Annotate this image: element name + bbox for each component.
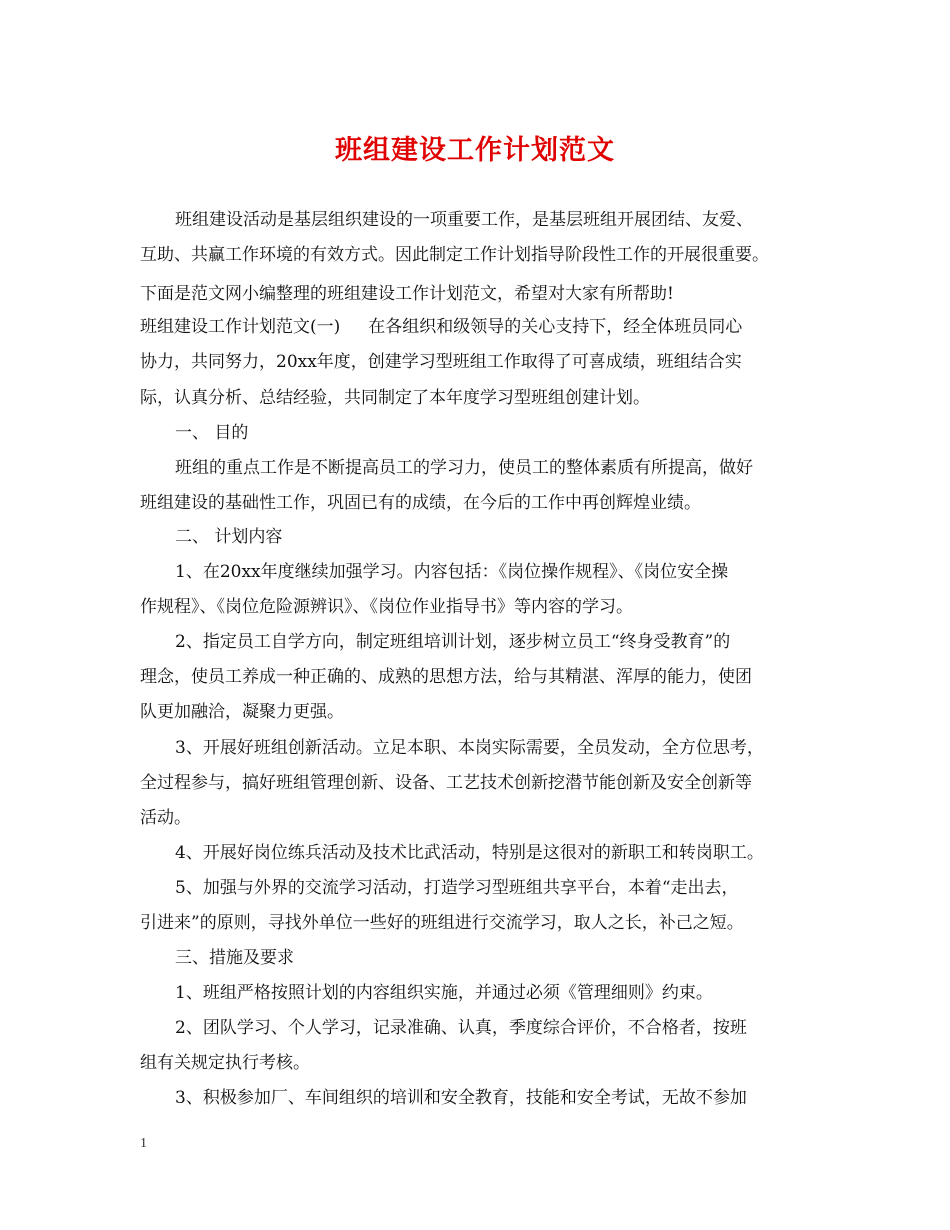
paragraph-line xyxy=(140,315,830,339)
section-heading-plan-one: 班组建设工作计划范文(一) xyxy=(140,317,341,337)
paragraph-line: 5、加强与外界的交流学习活动，打造学习型班组共享平台，本着“走出去， xyxy=(175,878,739,898)
paragraph-line: 组有关规定执行考核。 xyxy=(140,1053,310,1073)
paragraph-line: 班组建设活动是基层组织建设的一项重要工作，是基层班组开展团结、友爱、 xyxy=(175,210,753,230)
paragraph-line: 活动。 xyxy=(140,808,191,828)
paragraph-line: 队更加融洽，凝聚力更强。 xyxy=(140,702,344,722)
paragraph-line: 4、开展好岗位练兵活动及技术比武活动，特别是这很对的新职工和转岗职工。 xyxy=(175,843,764,863)
paragraph-line: 际，认真分析、总结经验，共同制定了本年度学习型班组创建计划。 xyxy=(140,388,650,408)
section-heading: 二、 计划内容 xyxy=(175,527,283,547)
page-number: 1 xyxy=(140,1136,147,1151)
paragraph-line: 协力，共同努力，20xx年度，创建学习型班组工作取得了可喜成绩，班组结合实 xyxy=(140,352,742,372)
paragraph-line: 班组建设的基础性工作，巩固已有的成绩，在今后的工作中再创辉煌业绩。 xyxy=(140,493,701,513)
paragraph-line: 理念，使员工养成一种正确的、成熟的思想方法，给与其精湛、浑厚的能力，使团 xyxy=(140,667,752,687)
paragraph-text: 在各组织和级领导的关心支持下，经全体班员同心 xyxy=(368,317,743,337)
paragraph-line: 1、在20xx年度继续加强学习。内容包括：《岗位操作规程》、《岗位安全操 xyxy=(175,562,729,582)
paragraph-line: 2、指定员工自学方向，制定班组培训计划，逐步树立员工“终身受教育”的 xyxy=(175,632,731,652)
paragraph-line: 2、团队学习、个人学习，记录准确、认真，季度综合评价，不合格者，按班 xyxy=(175,1018,747,1038)
paragraph-line: 引进来”的原则，寻找外单位一些好的班组进行交流学习，取人之长，补己之短。 xyxy=(140,913,744,933)
section-heading: 一、 目的 xyxy=(175,423,249,443)
paragraph-line: 3、开展好班组创新活动。立足本职、本岗实际需要，全员发动，全方位思考， xyxy=(175,738,764,758)
paragraph-line: 互助、共赢工作环境的有效方式。因此制定工作计划指导阶段性工作的开展很重要。 xyxy=(140,245,769,265)
paragraph-line: 全过程参与，搞好班组管理创新、设备、工艺技术创新挖潜节能创新及安全创新等 xyxy=(140,773,752,793)
paragraph-line: 作规程》、《岗位危险源辨识》、《岗位作业指导书》等内容的学习。 xyxy=(140,597,633,617)
paragraph-line: 1、班组严格按照计划的内容组织实施，并通过必须《管理细则》约束。 xyxy=(175,983,713,1003)
paragraph-line: 3、积极参加厂、车间组织的培训和安全教育，技能和安全考试，无故不参加 xyxy=(175,1088,747,1108)
paragraph-line: 班组的重点工作是不断提高员工的学习力，使员工的整体素质有所提高，做好 xyxy=(175,458,753,478)
document-title: 班组建设工作计划范文 xyxy=(335,135,615,166)
section-heading: 三、措施及要求 xyxy=(175,948,294,968)
paragraph-line: 下面是范文网小编整理的班组建设工作计划范文，希望对大家有所帮助! xyxy=(140,284,674,304)
